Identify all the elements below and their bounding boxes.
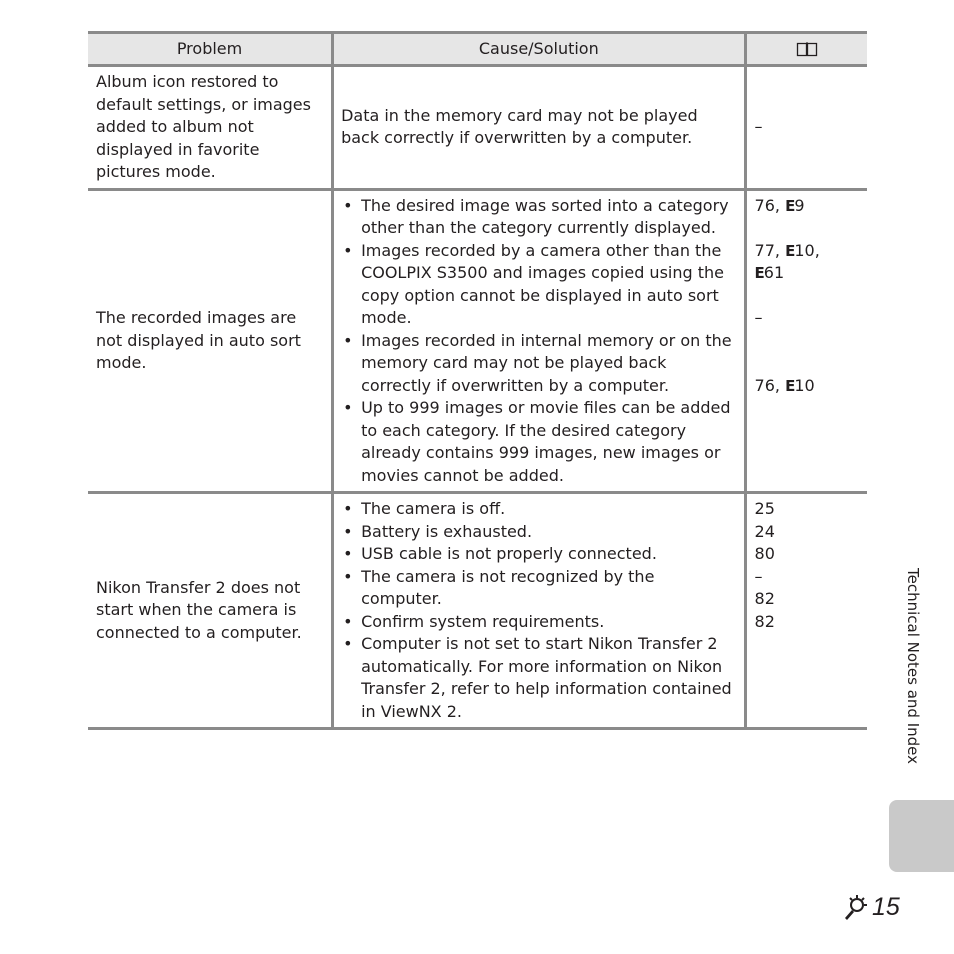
- header-reference: [745, 33, 867, 66]
- table-row: [88, 66, 867, 190]
- reference-entry: –: [754, 308, 763, 327]
- cause-item: • The camera is not recognized by the computer.: [341, 566, 737, 611]
- cause-cell: [333, 493, 745, 729]
- reference-entry: E61: [754, 263, 785, 282]
- tools-icon: [842, 893, 870, 921]
- book-icon: [796, 41, 818, 57]
- reference-entry: 76, E10: [754, 375, 815, 395]
- cause-item: • Images recorded in internal memory or on the memory card may not be played back correctly if overwritten by a computer.: [341, 330, 737, 398]
- cause-item: • Up to 999 images or movie files can be added to each category. If the desired category already contains 999 images, new images or movies cannot be added.: [341, 397, 737, 487]
- table-header-row: [88, 33, 867, 66]
- cause-item: • Computer is not set to start Nikon Transfer 2 automatically. For more information on Nikon Transfer 2, refer to help information contained in ViewNX 2.: [341, 633, 737, 723]
- reference-entry: 77, E10,: [754, 240, 820, 260]
- reference-entry: –: [754, 566, 763, 586]
- cause-item: • The camera is off.: [341, 498, 737, 521]
- reference-section-icon: E: [785, 241, 795, 260]
- problem-cell: Nikon Transfer 2 does not start when the camera is connected to a computer.: [88, 493, 333, 729]
- reference-cell: [745, 189, 867, 493]
- reference-section-icon: E: [785, 196, 795, 215]
- troubleshooting-table: [88, 31, 867, 730]
- reference-cell: [745, 493, 867, 729]
- table-row: [88, 493, 867, 729]
- problem-cell: The recorded images are not displayed in auto sort mode.: [88, 189, 333, 493]
- header-problem: Problem: [88, 33, 333, 66]
- reference-section-icon: E: [785, 376, 795, 395]
- reference-section-icon: E: [754, 264, 764, 282]
- cause-item: • Images recorded by a camera other than the COOLPIX S3500 and images copied using the copy option cannot be displayed in auto sort mode.: [341, 240, 737, 330]
- section-side-label: Technical Notes and Index: [904, 568, 922, 765]
- cause-cell: [333, 189, 745, 493]
- cause-item: • USB cable is not properly connected.: [341, 543, 737, 566]
- cause-item: • Confirm system requirements.: [341, 611, 737, 634]
- reference-entry: 80: [754, 544, 775, 563]
- reference-entry: 25: [754, 499, 775, 518]
- section-tab[interactable]: [889, 800, 954, 872]
- table-row: [88, 189, 867, 493]
- reference-entry: 82: [754, 589, 775, 608]
- cause-cell: Data in the memory card may not be played back correctly if overwritten by a computer.: [333, 66, 745, 190]
- reference-entry: 76, E9: [754, 195, 805, 215]
- reference-entry: 24: [754, 521, 775, 541]
- cause-list: [341, 195, 737, 488]
- reference-cell: –: [754, 117, 763, 136]
- problem-cell: Album icon restored to default settings, or images added to album not displayed in favorite pictures mode.: [88, 66, 333, 190]
- cause-item: • The desired image was sorted into a category other than the category currently displayed.: [341, 195, 737, 240]
- page-number: 15: [842, 890, 900, 924]
- cause-item: • Battery is exhausted.: [341, 521, 737, 544]
- reference-entry: 82: [754, 611, 775, 631]
- header-cause-solution: Cause/Solution: [333, 33, 745, 66]
- cause-list: [341, 498, 737, 723]
